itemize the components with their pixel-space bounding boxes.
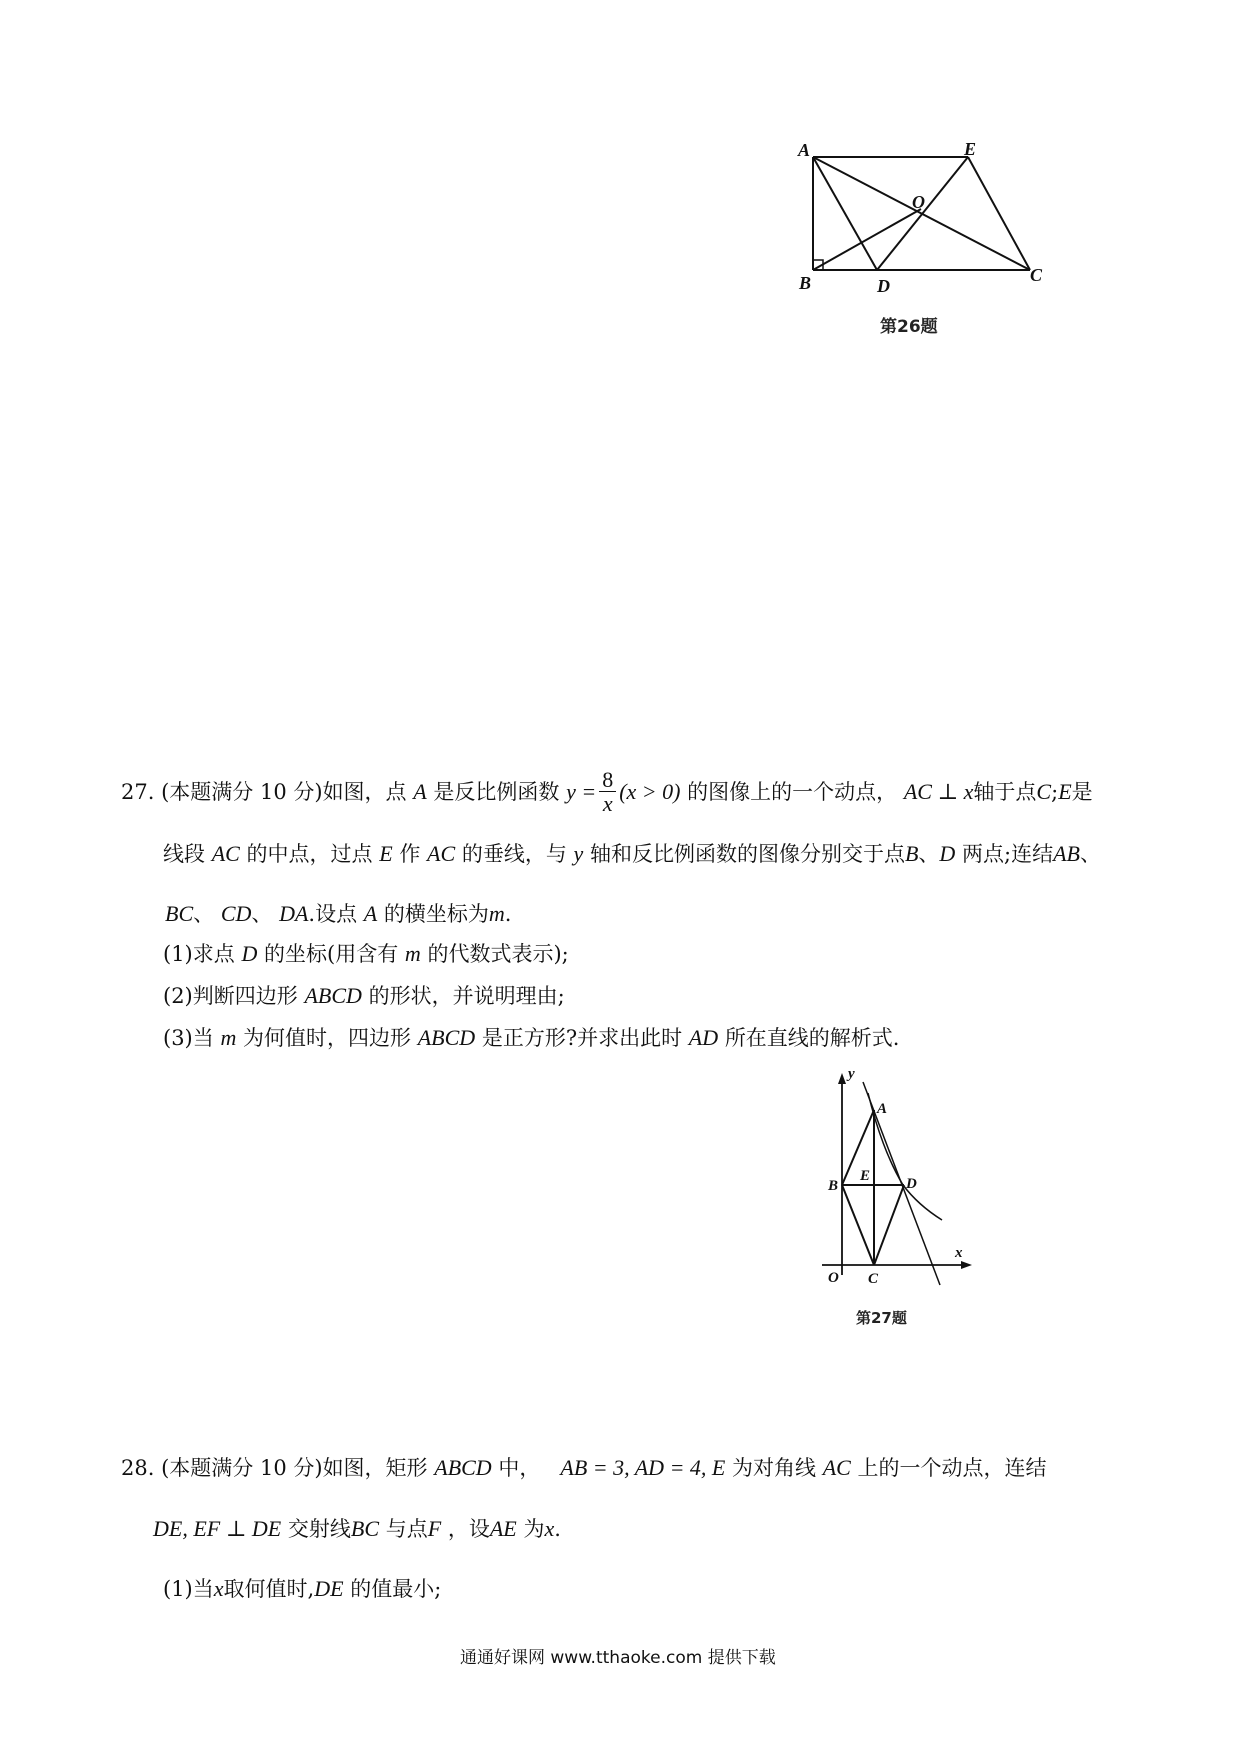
segment-bc: BC	[165, 901, 194, 926]
q27-number: 27.	[121, 780, 155, 805]
q28-text: 的值最小;	[350, 1577, 442, 1601]
segment-ae: AE	[489, 1516, 517, 1541]
segment-ab: AB	[1053, 841, 1080, 866]
fraction-denominator: x	[602, 791, 613, 817]
fig27-label-x: x	[955, 1245, 963, 1261]
q28-text: (1)当	[163, 1577, 214, 1601]
q28-text: ，设	[447, 1517, 490, 1541]
ray-bc: BC	[350, 1516, 380, 1541]
q27-score: (本题满分 10 分)	[161, 780, 323, 805]
point-c: C	[1036, 779, 1052, 805]
q28-number: 28.	[121, 1456, 155, 1480]
q28-line-2	[153, 1515, 561, 1544]
q28-text: .	[554, 1517, 561, 1541]
q28-de-ef: DE, EF ⊥ DE	[153, 1516, 282, 1541]
q28-text: 如图，矩形	[322, 1456, 428, 1480]
point-a: A	[363, 901, 378, 926]
q28-text: 取何值时,	[223, 1577, 315, 1601]
variable-m: m	[488, 901, 505, 926]
fig27-label-y: y	[848, 1070, 855, 1082]
point-b: B	[904, 841, 919, 866]
q28-text: 中，	[498, 1456, 541, 1480]
q27-text: .设点	[308, 902, 358, 926]
q28-text: 与点	[385, 1517, 428, 1541]
q28-line-1	[121, 1454, 1047, 1483]
q27-text: 的图像上的一个动点，	[687, 780, 898, 805]
q28-part-1	[163, 1575, 441, 1604]
fraction-numerator: 8	[599, 768, 616, 792]
q27-text: 作	[399, 842, 421, 866]
segment-ad: AD	[688, 1025, 719, 1050]
q27-text: .	[504, 902, 512, 926]
ac-perp-x: AC ⊥ x	[903, 779, 974, 805]
fraction-8-over-x	[599, 768, 616, 815]
q27-part-3	[163, 1024, 900, 1053]
q28-text: 交射线	[287, 1517, 351, 1541]
figure-26-diagram	[780, 135, 1080, 295]
fig26-label-c: C	[1030, 265, 1043, 285]
q28-text: 为	[523, 1517, 545, 1541]
rect-abcd: ABCD	[434, 1455, 492, 1480]
variable-x: x	[213, 1576, 224, 1601]
figure-27-diagram	[810, 1070, 985, 1290]
fig26-label-d: D	[877, 276, 890, 295]
q27-part-2	[163, 982, 565, 1011]
q27-text: 的垂线，与	[461, 842, 567, 866]
fig26-label-o: O	[912, 192, 925, 212]
axis-y: y	[573, 841, 584, 866]
q27-text: 的代数式表示);	[427, 942, 569, 966]
q28-condition: AB = 3, AD = 4, E	[560, 1455, 726, 1480]
fig27-label-b: B	[828, 1178, 839, 1194]
point-f: F	[427, 1516, 442, 1541]
segment-cd: CD	[220, 901, 252, 926]
q27-text: 、	[251, 902, 273, 926]
figure-26-caption: 第26题	[880, 317, 938, 337]
point-d: D	[939, 841, 956, 866]
q27-line-2	[163, 840, 1101, 869]
q28-text: 上的一个动点，连结	[857, 1456, 1047, 1480]
segment-da: DA	[279, 901, 309, 926]
q27-text: 轴于点	[973, 780, 1037, 805]
q27-text: 如图，点	[322, 780, 407, 805]
q27-text: 的横坐标为	[383, 902, 489, 926]
function-y: y =	[566, 779, 597, 805]
q27-text: 、	[1079, 842, 1101, 866]
point-d: D	[241, 941, 258, 966]
function-domain: (x > 0)	[619, 779, 681, 805]
q27-text: 是正方形?并求出此时	[481, 1026, 683, 1050]
q27-text: (2)判断四边形	[163, 984, 298, 1008]
q27-text: 所在直线的解析式.	[724, 1026, 900, 1050]
variable-m: m	[404, 941, 421, 966]
q27-text: 、	[918, 842, 940, 866]
q27-text: 、	[193, 902, 215, 926]
q27-text: 的中点，过点	[246, 842, 373, 866]
q28-score: (本题满分 10 分)	[161, 1456, 323, 1480]
q27-text: 为何值时，四边形	[243, 1026, 412, 1050]
point-e: E	[379, 841, 393, 866]
q27-line-1: 27. (本题满分 10 分)如图，点 A 是反比例函数 y = $\frac{8}{x}$ (x > 0) 的图像上的一个动点， AC ⊥ x轴于点C;E是	[121, 767, 1093, 817]
page-footer: 通通好课网 www.tthaoke.com 提供下载	[460, 1648, 776, 1668]
q27-text: 是	[1071, 780, 1093, 805]
fig26-label-e: E	[964, 139, 977, 159]
q27-text: (1)求点	[163, 942, 235, 966]
fig27-label-d: D	[906, 1176, 917, 1192]
q27-text: (3)当	[163, 1026, 214, 1050]
fig26-label-b: B	[799, 273, 812, 293]
fig27-label-c: C	[868, 1271, 879, 1287]
segment-de: DE	[314, 1576, 344, 1601]
q27-part-1	[163, 940, 569, 969]
segment-ac: AC	[427, 841, 456, 866]
q27-text: 的坐标(用含有	[264, 942, 399, 966]
q27-text: 两点;连结	[962, 842, 1054, 866]
quad-abcd: ABCD	[304, 983, 362, 1008]
q27-line-3	[165, 900, 511, 929]
variable-m: m	[220, 1025, 237, 1050]
point-e: E	[1058, 779, 1072, 805]
q27-text: 轴和反比例函数的图像分别交于点	[589, 842, 905, 866]
fig27-label-e: E	[860, 1168, 871, 1184]
q27-text: 是反比例函数	[433, 780, 560, 805]
q28-text: 为对角线	[732, 1456, 817, 1480]
diagonal-ac: AC	[822, 1455, 851, 1480]
q27-text: 的形状，并说明理由;	[368, 984, 565, 1008]
fig27-label-a: A	[877, 1101, 888, 1117]
point-a: A	[413, 779, 427, 805]
figure-27-caption: 第27题	[856, 1309, 907, 1327]
quad-abcd: ABCD	[417, 1025, 476, 1050]
q27-text: 线段	[163, 842, 205, 866]
segment-ac: AC	[211, 841, 240, 866]
fig26-label-a: A	[798, 140, 811, 160]
variable-x: x	[544, 1516, 555, 1541]
fig27-label-o: O	[828, 1270, 839, 1286]
